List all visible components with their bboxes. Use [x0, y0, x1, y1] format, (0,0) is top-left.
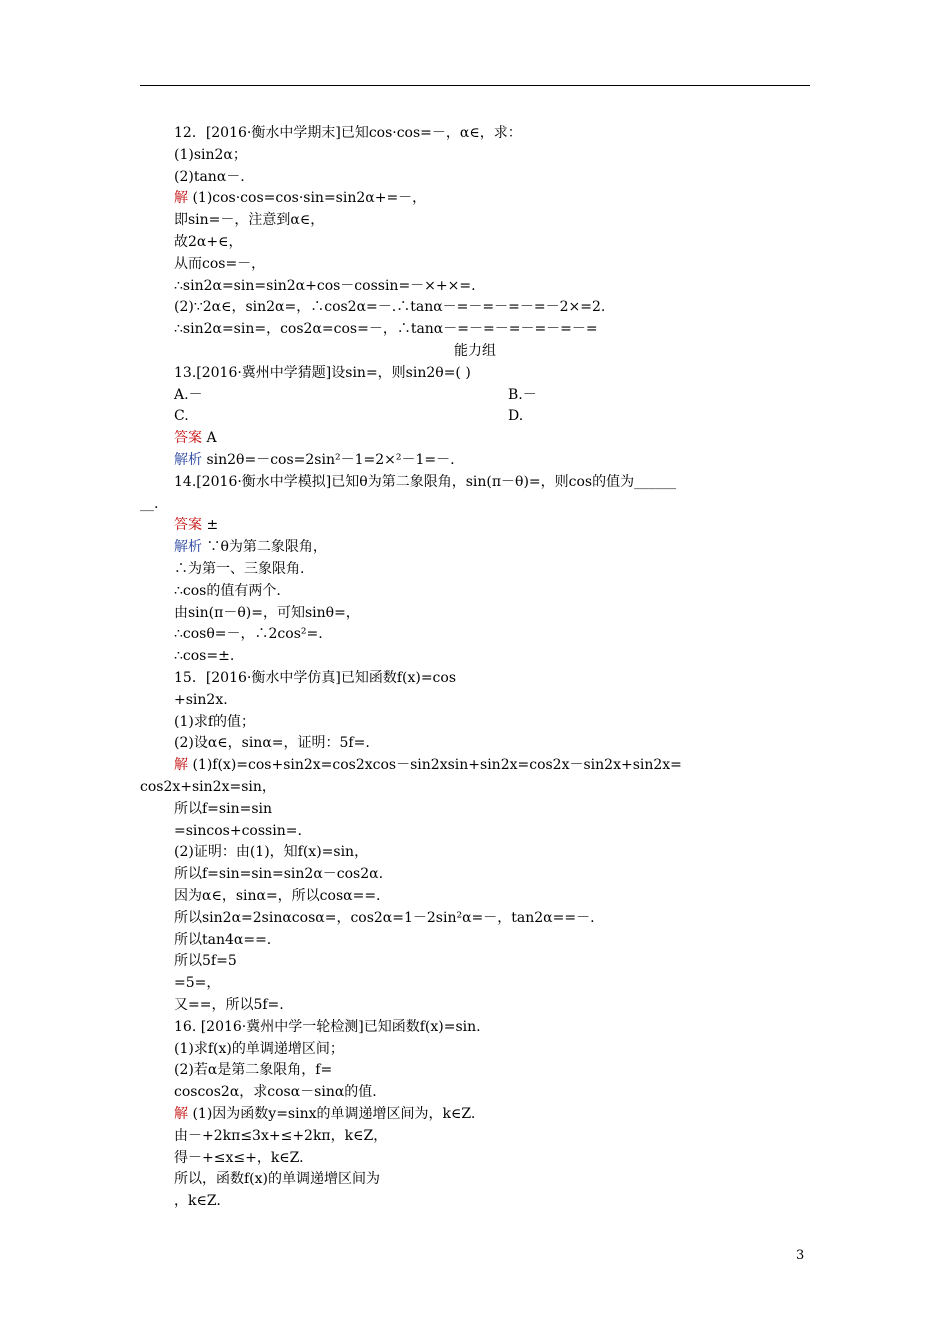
line-text: 12．[2016·衡水中学期末]已知cos·cos=－，α∈，求：: [174, 125, 522, 141]
option-text: B.－: [508, 386, 537, 403]
answer-tag: 解析: [174, 452, 202, 468]
line-text: 16. [2016·冀州中学一轮检测]已知函数f(x)=sin.: [174, 1018, 481, 1035]
text-line: [0, 340, 950, 362]
text-line: [174, 122, 522, 144]
line-text: ∴cos的值有两个.: [174, 582, 281, 599]
page-number: 3: [796, 1248, 805, 1263]
line-text: 所以，函数f(x)的单调递增区间为: [174, 1171, 381, 1188]
line-text: ∴cos=±.: [174, 648, 235, 665]
line-text: ±: [202, 517, 219, 534]
text-line: [174, 950, 237, 972]
text-line: [174, 144, 247, 166]
text-line: [174, 209, 324, 231]
text-line: [174, 275, 476, 297]
header-rule: [140, 85, 810, 86]
line-text: (2)若α是第二象限角，f=: [174, 1062, 333, 1079]
line-text: (1)求f(x)的单调递增区间；: [174, 1040, 344, 1057]
text-line: [174, 536, 327, 558]
answer-tag: 解析: [174, 539, 202, 556]
answer-tag: 解: [174, 757, 188, 774]
text-line: [174, 623, 323, 645]
text-line: [174, 602, 360, 624]
text-line: [174, 253, 265, 275]
text-line: [174, 711, 255, 733]
text-line: [140, 776, 276, 798]
line-text: 从而cos=－，: [174, 255, 266, 272]
line-text: (1)f(x)=cos+sin2x=cos2xcos－sin2xsin+sin2x=cos2x－sin2x+sin2x=: [188, 757, 682, 774]
text-line: [174, 1125, 387, 1147]
answer-tag: 答案: [174, 430, 202, 447]
line-text: (1)sin2α；: [174, 146, 247, 163]
text-line: [174, 885, 381, 907]
line-text: 能力组: [454, 343, 496, 359]
text-line: [174, 384, 537, 406]
text-line: [174, 405, 524, 427]
line-text: __.: [140, 495, 159, 512]
text-line: [174, 841, 368, 863]
line-text: 15．[2016·衡水中学仿真]已知函数f(x)=cos: [174, 670, 457, 686]
line-text: =sincos+cossin=.: [174, 822, 302, 839]
text-line: [174, 362, 471, 384]
line-text: 由sin(π－θ)=，可知sinθ=，: [174, 604, 360, 621]
line-text: ，k∈Z.: [174, 1193, 221, 1210]
text-line: [174, 1016, 481, 1038]
text-line: [174, 296, 605, 318]
answer-tag: 答案: [174, 517, 202, 534]
line-text: (1)求f的值；: [174, 713, 256, 730]
line-text: (1)cos·cos=cos·sin=sin2α+=－，: [188, 190, 427, 207]
text-line: [174, 1190, 221, 1212]
line-text: ∴sin2α=sin=，cos2α=cos=－，∴tanα－=－=－=－=－=－=: [174, 321, 598, 338]
line-text: 故2α+∈，: [174, 234, 243, 250]
line-text: A: [202, 430, 217, 447]
line-text: ∵θ为第二象限角，: [202, 539, 327, 556]
answer-tag: 解: [174, 1106, 188, 1122]
text-line: [174, 972, 220, 994]
text-line: [174, 929, 271, 951]
text-line: [174, 667, 456, 689]
text-line: [174, 1059, 332, 1081]
line-text: 由－+2kπ≤3x+≤+2kπ，k∈Z，: [174, 1127, 388, 1144]
text-line: [174, 187, 426, 209]
line-text: 即sin=－，注意到α∈，: [174, 212, 325, 229]
line-text: (2)证明：由(1)，知f(x)=sin，: [174, 844, 369, 861]
text-line: [174, 514, 218, 536]
text-line: [174, 1038, 344, 1060]
line-text: 因为α∈，sinα=，所以cosα==.: [174, 888, 381, 904]
text-line: [174, 1147, 304, 1169]
text-line: [174, 427, 217, 449]
line-text: =5=，: [174, 975, 221, 992]
text-line: [174, 689, 228, 711]
text-line: [174, 994, 284, 1016]
line-text: ∴sin2α=sin=sin2α+cos－cossin=－×+×=.: [174, 277, 476, 294]
text-line: [174, 907, 595, 929]
text-line: [174, 166, 245, 188]
line-text: ∴为第一、三象限角.: [174, 561, 305, 577]
line-text: 所以5f=5: [174, 953, 237, 970]
text-line: [174, 471, 676, 493]
line-text: coscos2α，求cosα－sinα的值.: [174, 1084, 377, 1101]
line-text: (2)∵2α∈，sin2α=，∴cos2α=－.∴tanα－=－=－=－=－2×=2.: [174, 299, 606, 316]
line-text: 所以f=sin=sin=sin2α－cos2α.: [174, 866, 384, 883]
text-line: [174, 645, 234, 667]
text-line: [174, 318, 598, 340]
text-line: [174, 231, 242, 253]
text-line: [174, 732, 370, 754]
line-text: 得－+≤x≤+，k∈Z.: [174, 1149, 304, 1166]
line-text: ∴cosθ=－，∴2cos²=.: [174, 626, 323, 643]
text-line: [174, 798, 272, 820]
line-text: 13.[2016·冀州中学猜题]设sin=，则sin2θ=( ): [174, 364, 471, 381]
line-text: 又==，所以5f=.: [174, 997, 284, 1013]
line-text: (2)设α∈，sinα=，证明：5f=.: [174, 735, 370, 752]
line-text: 所以tan4α==.: [174, 931, 272, 948]
text-line: [174, 580, 281, 602]
line-text: sin2θ=－cos=2sin²－1=2×²－1=－.: [202, 452, 455, 468]
line-text: cos2x+sin2x=sin，: [140, 779, 276, 795]
text-line: [174, 820, 302, 842]
option-text: D.: [508, 408, 524, 425]
line-text: +sin2x.: [174, 691, 228, 708]
line-text: 14.[2016·衡水中学模拟]已知θ为第二象限角，sin(π－θ)=，则cos的值为______: [174, 473, 677, 490]
text-line: [174, 1168, 380, 1190]
text-line: [174, 863, 383, 885]
text-line: [174, 1081, 377, 1103]
line-text: C.: [174, 408, 189, 425]
text-line: [174, 449, 455, 471]
line-text: (1)因为函数y=sinx的单调递增区间为，k∈Z.: [188, 1106, 476, 1122]
line-text: 所以f=sin=sin: [174, 800, 272, 817]
text-line: [174, 754, 682, 776]
text-line: [174, 1103, 475, 1125]
text-line: [174, 558, 304, 580]
line-text: 所以sin2α=2sinαcosα=，cos2α=1－2sin²α=－，tan2α==－.: [174, 909, 595, 926]
line-text: (2)tanα－.: [174, 168, 245, 185]
line-text: A.－: [174, 386, 203, 403]
answer-tag: 解: [174, 190, 188, 207]
text-line: [140, 493, 158, 515]
